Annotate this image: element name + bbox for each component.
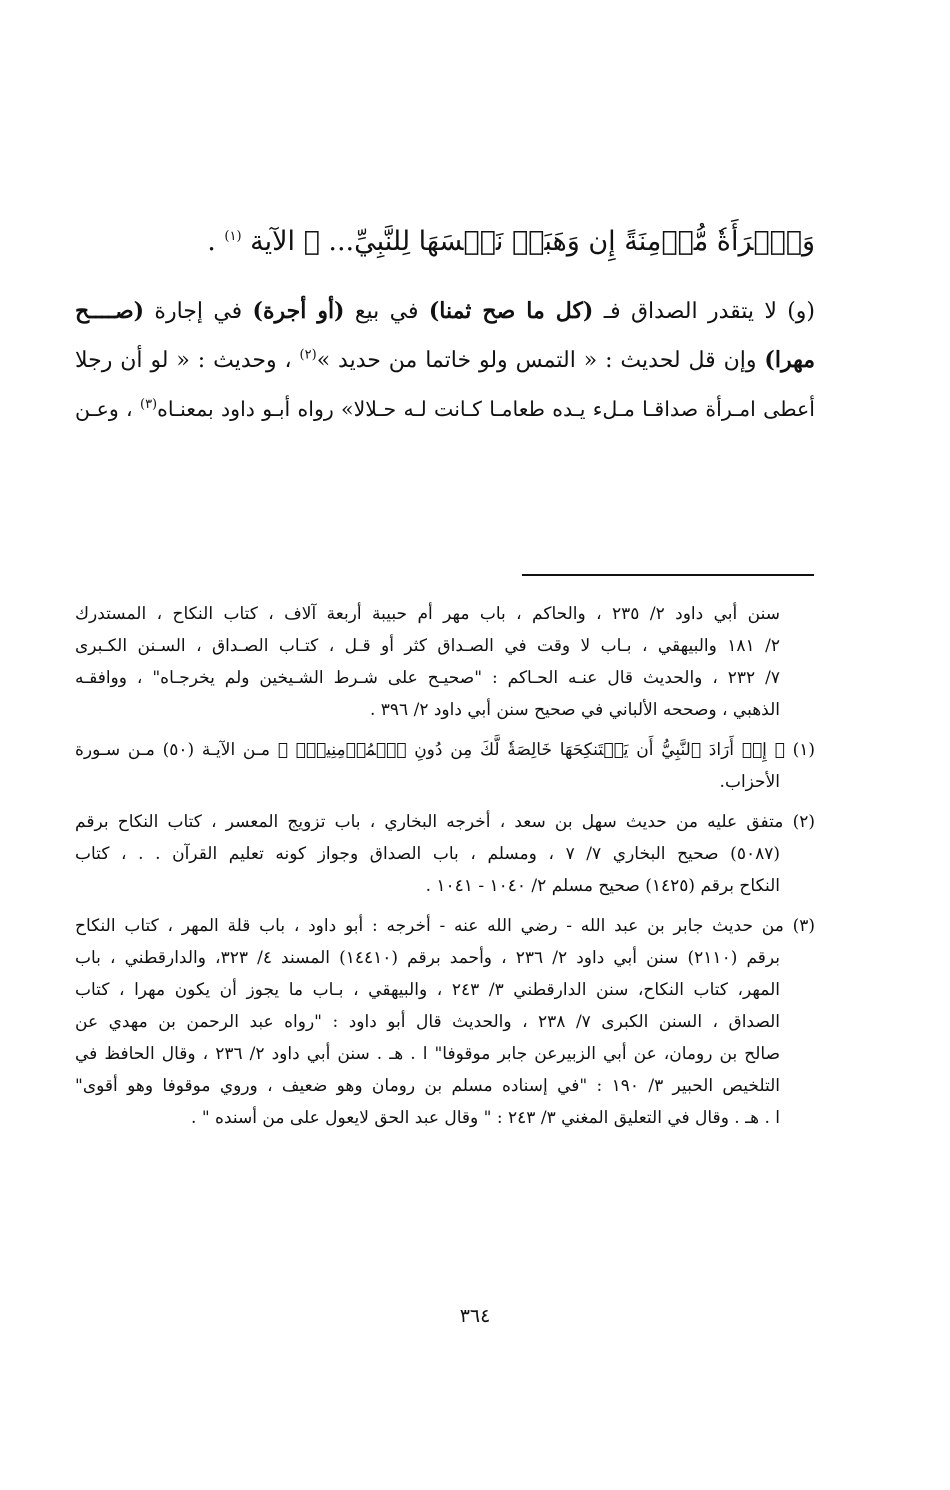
footnote-ref-1[interactable]: (١) [224,229,242,244]
bold-term: مهرا) [764,347,816,373]
text-run: ، وعـن [75,397,133,421]
footnote-line: التلخيص الحبير ٣/ ١٩٠ : "في إسناده مسلم بن رومان وهو ضعيف ، وروي موقوفا وهو أقوى" [75,1076,780,1096]
footnotes-section [75,598,815,1134]
footnote-line: صالح بن رومان، عن أبي الزبيرعن جابر موقوفا" ا . هـ . سنن أبي داود ٢/ ٢٣٦ ، وقال الحافظ في [75,1044,781,1064]
text-run: (و) لا يتقدر الصداق فـ [603,299,816,324]
footnote-3 [75,910,815,1134]
text-run: أعطى امـرأة صداقـا مـلء يـده طعامـا كـانت لـه حـلالا» رواه أبـو داود بمعنـاه [157,397,815,421]
text-run: ، وحديث : « لو أن رجلا [75,348,292,373]
quran-verse-line [115,222,815,262]
footnote-1 [75,734,815,798]
footnote-line: (٢) متفق عليه من حديث سهل بن سعد ، أخرجه البخاري ، باب تزويج المعسر ، كتاب النكاح برقم [75,812,815,832]
footnote-line: ٧/ ٢٣٢ ، والحديث قال عنـه الحـاكم : "صحيـح على شـرط الشـيخين ولم يخرجـاه" ، ووافقـه [75,668,780,688]
bold-term: (كل ما صح ثمنا) [428,298,594,324]
main-paragraph [75,287,815,433]
footnote-line: الأحزاب. [719,772,780,792]
spacer [75,798,815,806]
footnote-2 [75,806,815,902]
paragraph-line-2 [75,336,815,385]
footnote-line: (٣) من حديث جابر بن عبد الله - رضي الله عنه - أخرجه : أبو داود ، باب قلة المهر ، كتاب النكاح [75,916,815,936]
footnote-carryover [75,598,815,726]
footnote-line: الصداق ، السنن الكبرى ٧/ ٢٣٨ ، والحديث قال أبو داود : "رواه عبد الرحمن بن مهدي عن [75,1012,780,1032]
verse-text: وَٱمۡرَأَةٗ مُّؤۡمِنَةً إِن وَهَبَتۡ نَفۡسَهَا لِلنَّبِيِّ... ﴾ الآية [250,226,815,257]
footnote-line: برقم (٢١١٠) سنن أبي داود ٢/ ٢٣٦ ، وأحمد برقم (١٤٤١٠) المسند ٤/ ٣٢٣، والدارقطني ، باب [75,948,780,968]
footnote-line: (٥٠٨٧) صحيح البخاري ٧/ ٧ ، ومسلم ، باب الصداق وجواز كونه تعليم القرآن . . ، كتاب [75,844,780,864]
page-number: ٣٦٤ [459,1305,491,1327]
footnote-line: النكاح برقم (١٤٢٥) صحيح مسلم ٢/ ١٠٤٠ - ١٠٤١ . [425,876,780,896]
text-run: في إجارة [154,299,243,324]
footnote-line: المهر، كتاب النكاح، سنن الدارقطني ٣/ ٢٤٣ ، والبيهقي ، بـاب ما يجوز أن يكون مهرا ، كتاب [75,980,780,1000]
footnote-line: الذهبي ، وصححه الألباني في صحيح سنن أبي داود ٢/ ٣٩٦ . [369,700,780,720]
spacer [75,726,815,734]
paragraph-line-1 [75,287,815,336]
footnote-line: ا . هـ . وقال في التعليق المغني ٣/ ٢٤٣ : " وقال عبد الحق لايعول على من أسنده " . [191,1108,780,1128]
text-run: في بيع [354,299,419,324]
footnote-line: سنن أبي داود ٢/ ٢٣٥ ، والحاكم ، باب مهر أم حبيبة أربعة آلاف ، كتاب النكاح ، المستدرك [75,604,780,624]
footnote-line: (١) ﴿ إِنۡ أَرَادَ ٱلنَّبِيُّ أَن يَسۡتَنكِحَهَا خَالِصَةٗ لَّكَ مِن دُونِ ٱلۡمُؤۡمِنِينَۗ ﴾ مـن الآيـة (٥٠) مـن سـورة [75,740,815,760]
bold-term: (أو أجرة) [252,298,345,324]
bold-term: (صــــح [75,298,145,324]
footnote-ref-2[interactable]: (٢) [299,347,317,363]
footnote-ref-3[interactable]: (٣) [139,397,158,413]
footnote-line: ٢/ ١٨١ والبيهقي ، بـاب لا وقت في الصـداق كثر أو قـل ، كتـاب الصـداق ، السـنن الكـبرى [75,636,780,656]
footnote-separator [522,574,814,576]
verse-end: . [207,226,216,257]
text-run: وإن قل لحديث : « التمس ولو خاتما من حديد » [316,348,757,373]
spacer [75,902,815,910]
paragraph-line-3 [75,385,815,433]
